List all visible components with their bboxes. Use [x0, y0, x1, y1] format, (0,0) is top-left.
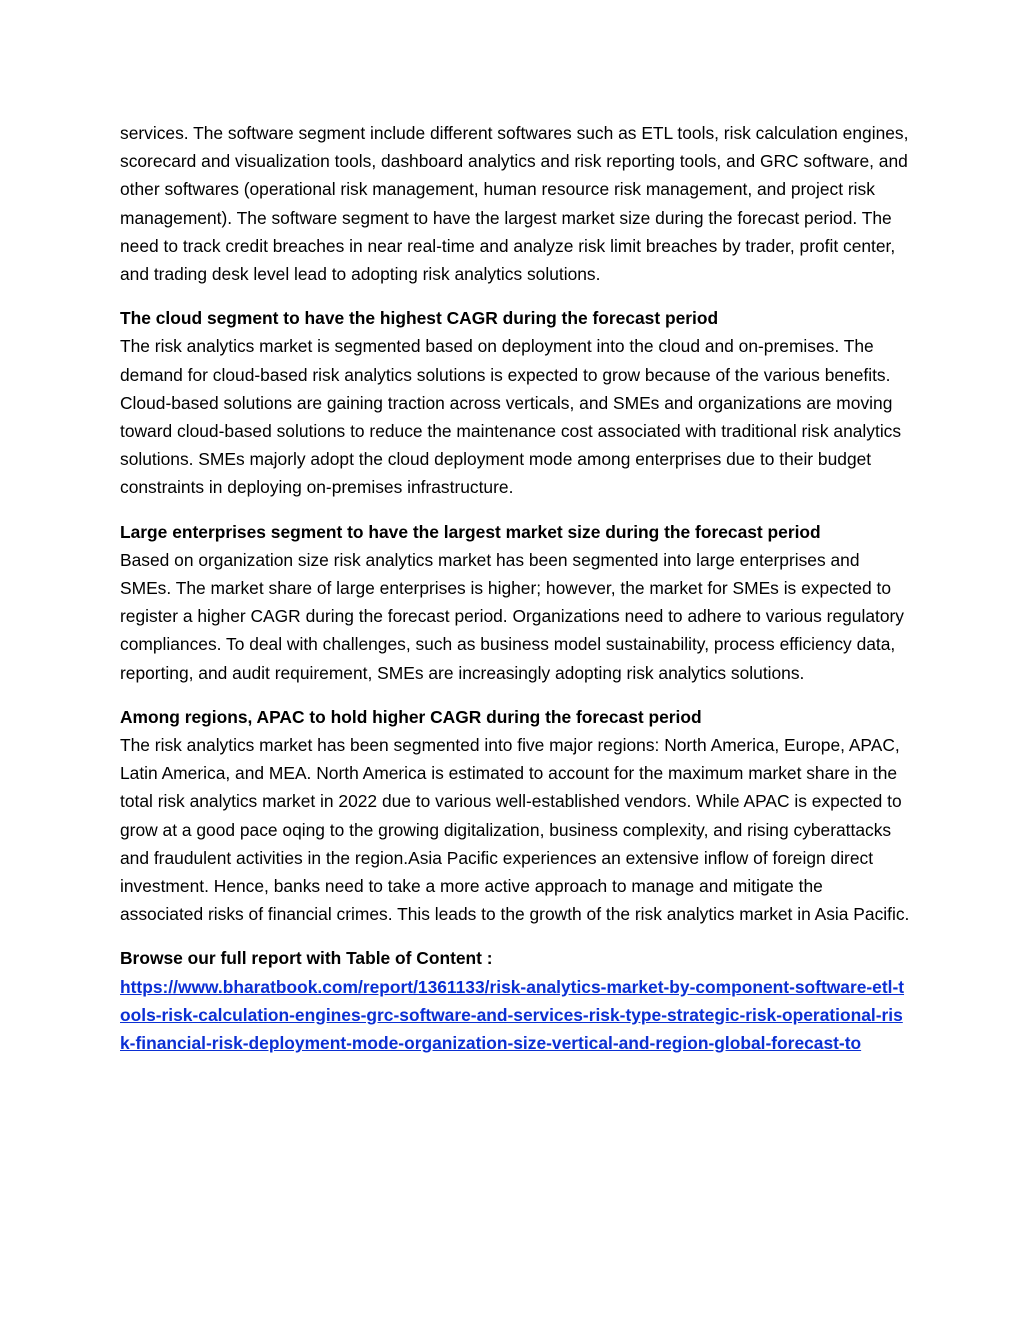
section-heading: The cloud segment to have the highest CAGR during the forecast period: [120, 308, 719, 329]
document-page: [120, 119, 910, 1073]
section-large-enterprises: [120, 518, 910, 687]
section-regions: [120, 703, 910, 929]
report-link[interactable]: https://www.bharatbook.com/report/1361133/risk-analytics-market-by-component-software-etl-tools-risk-calculation-engines-grc-software-and-services-risk-type-strategic-risk-operational-risk-financial-risk-deployment-mode-organization-size-vertical-and-region-global-forecast-to: [120, 976, 905, 1054]
section-body: The risk analytics market has been segmented into five major regions: North America, Europe, APAC, Latin America, and MEA. North America is estimated to account for the maximum market share in the total risk analytics market in 2022 due to various well-established vendors. While APAC is expected to grow at a good pace oqing to the growing digitalization, business complexity, and rising cyberattacks and fraudulent activities in the region.Asia Pacific experiences an extensive inflow of foreign direct investment. Hence, banks need to take a more active approach to manage and mitigate the associated risks of financial crimes. This leads to the growth of the risk analytics market in Asia Pacific.: [120, 735, 910, 925]
section-body: The risk analytics market is segmented based on deployment into the cloud and on-premises. The demand for cloud-based risk analytics solutions is expected to grow because of the various benefits. Cloud-based solutions are gaining traction across verticals, and SMEs and organizations are moving toward cloud-based solutions to reduce the maintenance cost associated with traditional risk analytics solutions. SMEs majorly adopt the cloud deployment mode among enterprises due to their budget constraints in deploying on-premises infrastructure.: [120, 336, 902, 498]
intro-paragraph: [120, 119, 910, 288]
section-body: Based on organization size risk analytics market has been segmented into large enterprises and SMEs. The market share of large enterprises is higher; however, the market for SMEs is expected to register a higher CAGR during the forecast period. Organizations need to adhere to various regulatory compliances. To deal with challenges, such as business model sustainability, process efficiency data, reporting, and audit requirement, SMEs are increasingly adopting risk analytics solutions.: [120, 549, 904, 683]
section-heading: Among regions, APAC to hold higher CAGR during the forecast period: [120, 706, 702, 727]
intro-text: services. The software segment include different softwares such as ETL tools, risk calculation engines, scorecard and visualization tools, dashboard analytics and risk reporting tools, and GRC software, and other softwares (operational risk management, human resource risk management, and project risk management). The software segment to have the largest market size during the forecast period. The need to track credit breaches in near real-time and analyze risk limit breaches by trader, profit center, and trading desk level lead to adopting risk analytics solutions.: [120, 123, 909, 285]
section-cloud: [120, 304, 910, 501]
section-heading: Large enterprises segment to have the largest market size during the forecast period: [120, 521, 821, 542]
browse-section: [120, 944, 910, 1057]
browse-heading: Browse our full report with Table of Content :: [120, 948, 493, 969]
